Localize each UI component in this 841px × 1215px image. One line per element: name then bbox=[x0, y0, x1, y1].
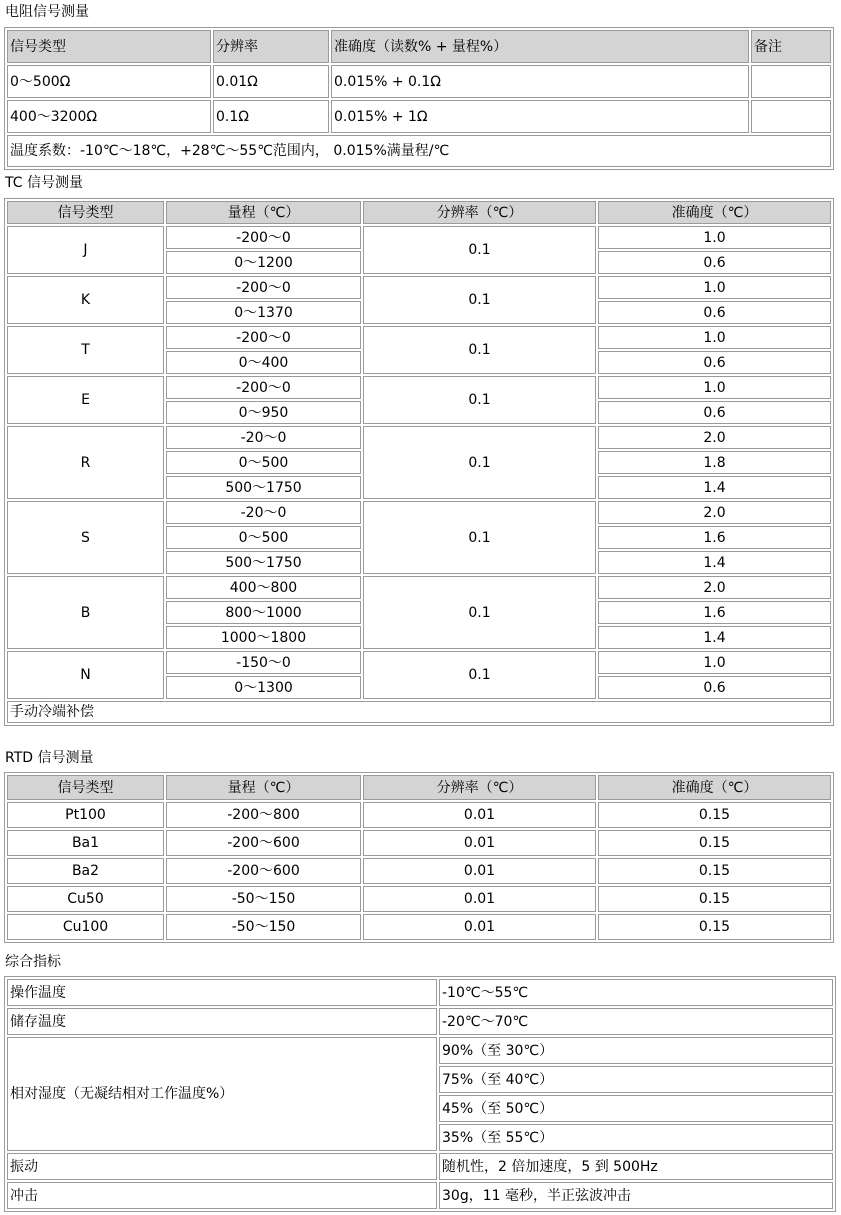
tc-range-cell: -200～0 bbox=[166, 326, 361, 349]
humidity-value: 75%（至 40℃） bbox=[439, 1066, 833, 1093]
rtd-header-cell: 量程（℃） bbox=[166, 775, 361, 800]
table-row bbox=[7, 576, 831, 599]
table-cell: Pt100 bbox=[7, 802, 164, 828]
tc-range-cell: 1000～1800 bbox=[166, 626, 361, 649]
tc-table bbox=[4, 198, 834, 726]
tc-accuracy-cell: 1.0 bbox=[598, 651, 831, 674]
resistance-header-cell: 信号类型 bbox=[7, 30, 211, 63]
section-title-rtd: RTD 信号测量 bbox=[5, 750, 94, 766]
tc-type-cell: S bbox=[7, 501, 164, 574]
table-row bbox=[7, 501, 831, 524]
tc-accuracy-cell: 1.4 bbox=[598, 551, 831, 574]
table-row bbox=[7, 1153, 833, 1180]
table-row bbox=[7, 914, 831, 940]
table-cell: 0.01 bbox=[363, 914, 596, 940]
tc-range-cell: -150～0 bbox=[166, 651, 361, 674]
table-row bbox=[7, 276, 831, 299]
rtd-table bbox=[4, 772, 834, 943]
table-cell: 0.1Ω bbox=[213, 100, 329, 133]
table-cell: Cu50 bbox=[7, 886, 164, 912]
table-cell: -200～800 bbox=[166, 802, 361, 828]
tc-range-cell: 0～1370 bbox=[166, 301, 361, 324]
table-row bbox=[7, 979, 833, 1006]
table-row bbox=[7, 426, 831, 449]
table-cell: Ba1 bbox=[7, 830, 164, 856]
table-row bbox=[7, 858, 831, 884]
section-title-resistance: 电阻信号测量 bbox=[5, 4, 89, 20]
tc-accuracy-cell: 1.0 bbox=[598, 226, 831, 249]
tc-accuracy-cell: 0.6 bbox=[598, 301, 831, 324]
table-row bbox=[7, 226, 831, 249]
resistance-note: 温度系数：-10℃～18℃，+28℃～55℃范围内， 0.015%满量程/℃ bbox=[7, 135, 831, 167]
table-row bbox=[7, 326, 831, 349]
table-row bbox=[7, 802, 831, 828]
tc-range-cell: 0～500 bbox=[166, 451, 361, 474]
tc-range-cell: -200～0 bbox=[166, 276, 361, 299]
table-row bbox=[7, 1182, 833, 1209]
table-cell bbox=[751, 65, 831, 98]
tc-accuracy-cell: 0.6 bbox=[598, 251, 831, 274]
tc-accuracy-cell: 1.4 bbox=[598, 476, 831, 499]
tc-range-cell: 500～1750 bbox=[166, 551, 361, 574]
table-cell bbox=[751, 100, 831, 133]
tc-range-cell: -20～0 bbox=[166, 426, 361, 449]
tc-range-cell: -20～0 bbox=[166, 501, 361, 524]
rtd-header-cell: 准确度（℃） bbox=[598, 775, 831, 800]
tc-accuracy-cell: 1.0 bbox=[598, 326, 831, 349]
tc-header-cell: 信号类型 bbox=[7, 201, 164, 224]
table-cell: 0.01 bbox=[363, 886, 596, 912]
tc-type-cell: K bbox=[7, 276, 164, 324]
table-cell: Cu100 bbox=[7, 914, 164, 940]
tc-resolution-cell: 0.1 bbox=[363, 326, 596, 374]
tc-resolution-cell: 0.1 bbox=[363, 276, 596, 324]
table-cell: 0.01 bbox=[363, 802, 596, 828]
tc-type-cell: J bbox=[7, 226, 164, 274]
resistance-header-cell: 准确度（读数% + 量程%） bbox=[331, 30, 749, 63]
table-row bbox=[7, 100, 831, 133]
shock-label: 冲击 bbox=[7, 1182, 437, 1209]
tc-accuracy-cell: 0.6 bbox=[598, 351, 831, 374]
humidity-label: 相对湿度（无凝结相对工作温度%） bbox=[7, 1037, 437, 1151]
table-cell: 400～3200Ω bbox=[7, 100, 211, 133]
tc-range-cell: 0～500 bbox=[166, 526, 361, 549]
humidity-value: 90%（至 30℃） bbox=[439, 1037, 833, 1064]
tc-type-cell: R bbox=[7, 426, 164, 499]
tc-range-cell: 400～800 bbox=[166, 576, 361, 599]
humidity-value: 35%（至 55℃） bbox=[439, 1124, 833, 1151]
tc-range-cell: 500～1750 bbox=[166, 476, 361, 499]
tc-range-cell: 800～1000 bbox=[166, 601, 361, 624]
tc-accuracy-cell: 0.6 bbox=[598, 676, 831, 699]
resistance-header-cell: 备注 bbox=[751, 30, 831, 63]
table-cell: -200～600 bbox=[166, 858, 361, 884]
table-cell: -200～600 bbox=[166, 830, 361, 856]
tc-range-cell: -200～0 bbox=[166, 226, 361, 249]
table-cell: Ba2 bbox=[7, 858, 164, 884]
tc-accuracy-cell: 2.0 bbox=[598, 426, 831, 449]
tc-resolution-cell: 0.1 bbox=[363, 651, 596, 699]
shock-value: 30g，11 毫秒，半正弦波冲击 bbox=[439, 1182, 833, 1209]
rtd-header-cell: 信号类型 bbox=[7, 775, 164, 800]
table-row bbox=[7, 1037, 833, 1064]
table-cell: 0.15 bbox=[598, 886, 831, 912]
tc-resolution-cell: 0.1 bbox=[363, 576, 596, 649]
table-row bbox=[7, 830, 831, 856]
table-cell: 0.15 bbox=[598, 802, 831, 828]
tc-note: 手动冷端补偿 bbox=[7, 701, 831, 723]
storage-temp-label: 储存温度 bbox=[7, 1008, 437, 1035]
section-title-tc: TC 信号测量 bbox=[5, 175, 83, 191]
tc-range-cell: 0～400 bbox=[166, 351, 361, 374]
tc-accuracy-cell: 1.0 bbox=[598, 376, 831, 399]
tc-type-cell: B bbox=[7, 576, 164, 649]
op-temp-value: -10℃～55℃ bbox=[439, 979, 833, 1006]
tc-resolution-cell: 0.1 bbox=[363, 226, 596, 274]
table-cell: 0～500Ω bbox=[7, 65, 211, 98]
table-cell: 0.01 bbox=[363, 858, 596, 884]
table-cell: 0.01Ω bbox=[213, 65, 329, 98]
tc-range-cell: -200～0 bbox=[166, 376, 361, 399]
tc-range-cell: 0～1300 bbox=[166, 676, 361, 699]
table-cell: 0.15 bbox=[598, 858, 831, 884]
table-cell: -50～150 bbox=[166, 914, 361, 940]
section-title-general: 综合指标 bbox=[5, 954, 61, 970]
table-cell: 0.15 bbox=[598, 830, 831, 856]
table-cell: 0.015% + 1Ω bbox=[331, 100, 749, 133]
tc-accuracy-cell: 1.0 bbox=[598, 276, 831, 299]
tc-accuracy-cell: 1.6 bbox=[598, 526, 831, 549]
tc-accuracy-cell: 0.6 bbox=[598, 401, 831, 424]
tc-type-cell: N bbox=[7, 651, 164, 699]
tc-accuracy-cell: 1.4 bbox=[598, 626, 831, 649]
rtd-header-cell: 分辨率（℃） bbox=[363, 775, 596, 800]
tc-resolution-cell: 0.1 bbox=[363, 376, 596, 424]
general-table bbox=[4, 976, 836, 1212]
tc-header-cell: 分辨率（℃） bbox=[363, 201, 596, 224]
vibration-value: 随机性，2 倍加速度，5 到 500Hz bbox=[439, 1153, 833, 1180]
tc-header-cell: 准确度（℃） bbox=[598, 201, 831, 224]
table-row bbox=[7, 1008, 833, 1035]
resistance-header-cell: 分辨率 bbox=[213, 30, 329, 63]
table-row bbox=[7, 886, 831, 912]
table-cell: 0.15 bbox=[598, 914, 831, 940]
tc-type-cell: E bbox=[7, 376, 164, 424]
tc-resolution-cell: 0.1 bbox=[363, 426, 596, 499]
tc-accuracy-cell: 1.6 bbox=[598, 601, 831, 624]
tc-range-cell: 0～950 bbox=[166, 401, 361, 424]
tc-accuracy-cell: 1.8 bbox=[598, 451, 831, 474]
table-cell: 0.01 bbox=[363, 830, 596, 856]
table-cell: -50～150 bbox=[166, 886, 361, 912]
table-row bbox=[7, 651, 831, 674]
tc-accuracy-cell: 2.0 bbox=[598, 501, 831, 524]
tc-type-cell: T bbox=[7, 326, 164, 374]
humidity-value: 45%（至 50℃） bbox=[439, 1095, 833, 1122]
resistance-table bbox=[4, 27, 834, 170]
table-row bbox=[7, 376, 831, 399]
tc-range-cell: 0～1200 bbox=[166, 251, 361, 274]
tc-accuracy-cell: 2.0 bbox=[598, 576, 831, 599]
storage-temp-value: -20℃～70℃ bbox=[439, 1008, 833, 1035]
table-row bbox=[7, 65, 831, 98]
op-temp-label: 操作温度 bbox=[7, 979, 437, 1006]
tc-header-cell: 量程（℃） bbox=[166, 201, 361, 224]
vibration-label: 振动 bbox=[7, 1153, 437, 1180]
table-cell: 0.015% + 0.1Ω bbox=[331, 65, 749, 98]
tc-resolution-cell: 0.1 bbox=[363, 501, 596, 574]
